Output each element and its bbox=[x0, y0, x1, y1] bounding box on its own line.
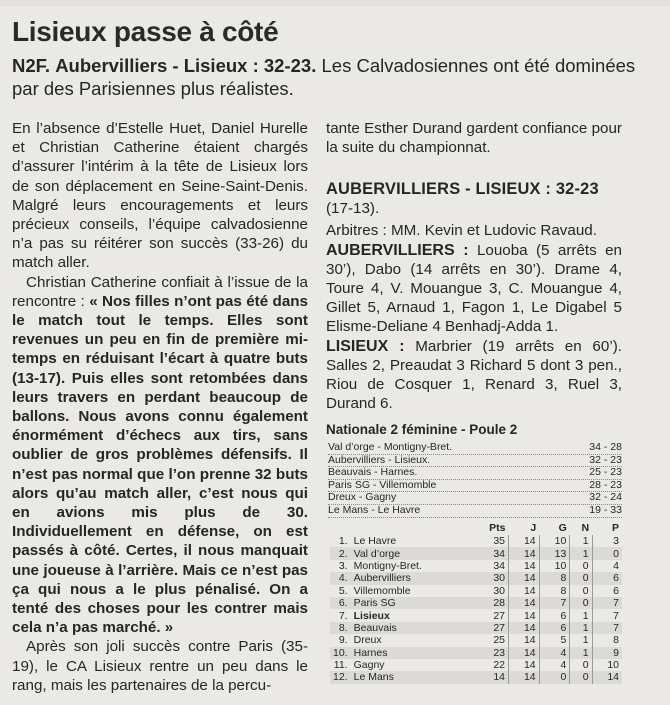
standings-value-pts: 28 bbox=[493, 597, 505, 610]
article-lead bbox=[12, 54, 660, 100]
standings-cell-rank bbox=[330, 659, 352, 671]
standings-value-p: 4 bbox=[613, 559, 619, 572]
standings-value-p: 6 bbox=[613, 584, 619, 597]
standings-cell-team bbox=[352, 647, 472, 659]
standings-value-rank: 1. bbox=[338, 535, 348, 548]
results-list bbox=[328, 442, 622, 518]
standings-value-p: 0 bbox=[613, 547, 619, 560]
standings-value-j: 14 bbox=[523, 609, 536, 622]
standings-value-j: 14 bbox=[523, 597, 536, 610]
standings-value-p: 7 bbox=[613, 597, 619, 610]
standings-value-g: 13 bbox=[554, 547, 567, 560]
standings-row bbox=[330, 585, 622, 597]
standings-cell-rank bbox=[330, 634, 352, 646]
standings-value-team: Montigny-Bret. bbox=[353, 559, 422, 572]
standings-value-g: 7 bbox=[560, 597, 567, 610]
standings-value-j: 14 bbox=[523, 547, 536, 560]
standings-cell-rank bbox=[330, 597, 352, 609]
standings-value-pts: 27 bbox=[493, 609, 505, 622]
standings-value-g: 10 bbox=[554, 535, 567, 548]
standings-cell-n bbox=[570, 659, 592, 671]
standings-value-pts: 30 bbox=[493, 572, 505, 585]
halftime-score: (17-13). bbox=[326, 200, 380, 218]
standings-cell-rank bbox=[330, 585, 352, 597]
standings-cell-j bbox=[509, 609, 540, 621]
standings-value-p: 9 bbox=[613, 646, 619, 659]
standings-cell-g bbox=[539, 572, 570, 584]
standings-value-n: 0 bbox=[582, 559, 589, 572]
standings-value-n: 1 bbox=[582, 621, 589, 634]
paragraph-2 bbox=[12, 273, 308, 638]
standings-cell-p bbox=[592, 585, 622, 597]
result-row bbox=[328, 505, 622, 518]
standings-cell-pts bbox=[472, 622, 509, 634]
standings-cell-j bbox=[509, 535, 540, 547]
standings-cell-pts bbox=[472, 634, 509, 646]
lead-match: Aubervilliers - Lisieux : 32-23. bbox=[55, 55, 317, 76]
standings-value-pts: 30 bbox=[493, 584, 505, 597]
standings-cell-j bbox=[509, 560, 540, 572]
standings-value-g: 8 bbox=[560, 572, 567, 585]
standings-cell-p bbox=[592, 634, 622, 646]
standings-cell-n bbox=[570, 585, 592, 597]
article-column-1 bbox=[12, 119, 308, 695]
standings-cell-rank bbox=[330, 671, 352, 683]
standings-value-g: 8 bbox=[560, 584, 567, 597]
standings-cell-p bbox=[592, 622, 622, 634]
standings-value-p: 7 bbox=[613, 621, 619, 634]
standings-cell-p bbox=[592, 572, 622, 584]
standings-row bbox=[330, 560, 622, 572]
standings-cell-p bbox=[592, 597, 622, 609]
standings-value-rank: 6. bbox=[338, 597, 348, 610]
standings-cell-g bbox=[539, 647, 570, 659]
result-score: 32 - 23 bbox=[589, 453, 622, 466]
header-pts: Pts bbox=[489, 522, 506, 534]
standings-value-p: 3 bbox=[613, 535, 619, 548]
standings-value-pts: 14 bbox=[493, 671, 505, 684]
standings-cell-team bbox=[352, 622, 472, 634]
standings-cell-g bbox=[539, 671, 570, 683]
paragraph-2-intro: Christian Catherine confiait à l’issue de la rencontre : bbox=[12, 273, 308, 310]
standings-cell-pts bbox=[472, 572, 509, 584]
standings-value-g: 0 bbox=[560, 671, 567, 684]
standings-cell-team bbox=[352, 634, 472, 646]
match-score: AUBERVILLIERS - LISIEUX : 32-23 bbox=[326, 180, 599, 198]
standings-cell-pts bbox=[472, 535, 509, 547]
standings-value-p: 6 bbox=[613, 572, 619, 585]
standings-cell-p bbox=[592, 671, 622, 683]
standings-cell-j bbox=[509, 547, 540, 559]
standings-row bbox=[330, 647, 622, 659]
standings-value-p: 8 bbox=[613, 634, 619, 647]
standings-value-n: 0 bbox=[582, 584, 589, 597]
standings-value-rank: 10. bbox=[333, 646, 348, 659]
standings-value-g: 10 bbox=[554, 559, 567, 572]
standings-cell-j bbox=[509, 597, 540, 609]
standings-cell-n bbox=[570, 609, 592, 621]
standings-cell-n bbox=[570, 535, 592, 547]
league-title: Nationale 2 féminine - Poule 2 bbox=[326, 422, 518, 437]
standings-cell-j bbox=[509, 572, 540, 584]
result-score: 19 - 33 bbox=[589, 503, 622, 516]
standings-row bbox=[330, 572, 622, 584]
standings-cell-pts bbox=[472, 597, 509, 609]
standings-row bbox=[330, 622, 622, 634]
team1-lineup bbox=[326, 241, 622, 337]
standings-cell-j bbox=[509, 659, 540, 671]
standings-value-n: 1 bbox=[582, 535, 589, 548]
standings-value-pts: 27 bbox=[493, 621, 505, 634]
article-column-2 bbox=[326, 119, 622, 157]
standings-value-rank: 11. bbox=[333, 659, 348, 672]
standings-value-n: 0 bbox=[582, 659, 589, 672]
standings-value-p: 7 bbox=[613, 609, 619, 622]
standings-value-pts: 23 bbox=[493, 646, 505, 659]
header-p: P bbox=[611, 522, 619, 534]
standings-value-team: Villemomble bbox=[353, 584, 411, 597]
standings-cell-team bbox=[352, 572, 472, 584]
article-title: Lisieux passe à côté bbox=[12, 16, 279, 47]
standings-table bbox=[330, 521, 622, 684]
standings-row bbox=[330, 671, 622, 683]
standings-value-team: Le Havre bbox=[353, 535, 397, 548]
standings-cell-g bbox=[539, 609, 570, 621]
standings-value-team: Lisieux bbox=[353, 609, 390, 622]
standings-value-n: 0 bbox=[582, 597, 589, 610]
standings-cell-team bbox=[352, 547, 472, 559]
standings-value-p: 14 bbox=[607, 671, 619, 684]
result-score: 28 - 23 bbox=[589, 478, 622, 491]
standings-value-n: 1 bbox=[582, 547, 589, 560]
standings-cell-g bbox=[539, 634, 570, 646]
standings-value-g: 4 bbox=[560, 659, 567, 672]
standings-cell-rank bbox=[330, 535, 352, 547]
standings-value-j: 14 bbox=[523, 671, 536, 684]
standings-cell-pts bbox=[472, 647, 509, 659]
standings-value-rank: 12. bbox=[333, 671, 348, 684]
match-score-line bbox=[326, 180, 622, 199]
standings-value-g: 4 bbox=[560, 646, 567, 659]
standings-cell-p bbox=[592, 535, 622, 547]
coach-quote: « Nos filles n’ont pas été dans le match tout le temps. Elles sont revenues un peu en fin de première mi-temps en réduisant l’écart à quatre buts (13-17). Puis elles sont retombées dans leurs travers en perdant beaucoup de ballons. Nous avons connu également énormément d’échecs aux tirs, sans oublier de gros problèmes défensifs. Il n’est pas normal que l’on prenne 32 buts alors qu’au match aller, c’est nous qui en avions mis plus de 30. Individuellement en défense, on est passés à côté. Certes, il nous manquait une joueuse à l’arrière. Mais ce n’est pas ça qui nous a le plus pénalisé. On a tenté des choses pour les contrer mais cela n’a pas marché. » bbox=[12, 292, 308, 637]
standings-cell-pts bbox=[472, 585, 509, 597]
standings-cell-team bbox=[352, 535, 472, 547]
standings-cell-team bbox=[352, 560, 472, 572]
result-match: Le Mans - Le Havre bbox=[328, 503, 421, 516]
standings-cell-rank bbox=[330, 609, 352, 621]
standings-cell-team bbox=[352, 671, 472, 683]
standings-value-rank: 2. bbox=[338, 547, 348, 560]
result-match: Aubervilliers - Lisieux. bbox=[328, 453, 431, 466]
paragraph-3-continued: tante Esther Durand gardent confiance pour la suite du championnat. bbox=[326, 120, 622, 157]
standings-cell-j bbox=[509, 634, 540, 646]
standings-row bbox=[330, 535, 622, 547]
standings-value-pts: 25 bbox=[493, 634, 505, 647]
standings-header bbox=[330, 521, 622, 535]
standings-cell-pts bbox=[472, 671, 509, 683]
standings-cell-j bbox=[509, 585, 540, 597]
standings-cell-pts bbox=[472, 609, 509, 621]
standings-cell-g bbox=[539, 547, 570, 559]
standings-value-pts: 35 bbox=[493, 535, 505, 548]
standings-value-team: Le Mans bbox=[353, 671, 394, 684]
standings-value-n: 1 bbox=[582, 646, 589, 659]
match-box bbox=[326, 180, 622, 413]
standings-value-rank: 9. bbox=[338, 634, 348, 647]
team2-name: LISIEUX : bbox=[326, 337, 405, 355]
standings-cell-p bbox=[592, 609, 622, 621]
standings-cell-j bbox=[509, 647, 540, 659]
standings-cell-n bbox=[570, 547, 592, 559]
standings-value-pts: 34 bbox=[493, 547, 505, 560]
standings-cell-g bbox=[539, 622, 570, 634]
standings-row bbox=[330, 597, 622, 609]
standings-cell-n bbox=[570, 647, 592, 659]
lead-kicker: N2F. bbox=[12, 55, 51, 76]
standings-value-team: Paris SG bbox=[353, 597, 396, 610]
lead-summary: Les Calvadosiennes ont été dominées par des Parisiennes plus réalistes. bbox=[12, 55, 636, 99]
standings-value-team: Beauvais bbox=[353, 621, 397, 634]
standings-value-g: 5 bbox=[560, 634, 567, 647]
standings-value-team: Harnes bbox=[353, 646, 388, 659]
standings-value-team: Aubervilliers bbox=[353, 572, 411, 585]
page-top-strip bbox=[0, 0, 670, 6]
standings-value-j: 14 bbox=[523, 646, 536, 659]
standings-cell-n bbox=[570, 597, 592, 609]
standings-value-rank: 8. bbox=[338, 621, 348, 634]
standings-cell-pts bbox=[472, 659, 509, 671]
standings-value-n: 0 bbox=[582, 671, 589, 684]
standings-cell-p bbox=[592, 560, 622, 572]
standings-value-j: 14 bbox=[523, 535, 536, 548]
team2-lineup bbox=[326, 337, 622, 414]
standings-value-rank: 5. bbox=[338, 584, 348, 597]
result-match: Val d’orge - Montigny-Bret. bbox=[328, 441, 453, 453]
standings-row bbox=[330, 609, 622, 621]
standings-value-j: 14 bbox=[523, 584, 536, 597]
standings-cell-g bbox=[539, 560, 570, 572]
standings-value-n: 1 bbox=[582, 634, 589, 647]
result-row bbox=[328, 442, 622, 455]
standings-cell-g bbox=[539, 597, 570, 609]
standings-value-j: 14 bbox=[523, 572, 536, 585]
standings-cell-pts bbox=[472, 560, 509, 572]
standings-cell-p bbox=[592, 547, 622, 559]
standings-value-team: Dreux bbox=[353, 634, 382, 647]
paragraph-1: En l’absence d’Estelle Huet, Daniel Hurelle et Christian Catherine étaient chargés d’assurer l’intérim à la tête de Lisieux lors de son déplacement en Seine-Saint-Denis. Malgré leurs encouragements et leurs précieux conseils, l’équipe calvadosienne n’a pas su réitérer son succès (33-26) du match aller. bbox=[12, 120, 308, 272]
result-score: 32 - 24 bbox=[589, 491, 622, 504]
standings-cell-n bbox=[570, 622, 592, 634]
standings-cell-n bbox=[570, 572, 592, 584]
standings-value-pts: 34 bbox=[493, 559, 505, 572]
result-match: Paris SG - Villemomble bbox=[328, 478, 437, 491]
standings-cell-team bbox=[352, 659, 472, 671]
standings-cell-rank bbox=[330, 647, 352, 659]
team1-players: Louoba (5 arrêts en 30’), Dabo (14 arrêts en 30’). Drame 4, Toure 4, V. Mouangue 3, C. Mouangue 4, Gillet 5, Arnaud 1, Fagon 1, Le Digabel 5 Elisme-Deliane 4 Benhadj-Adda 1. bbox=[326, 241, 622, 336]
standings-value-j: 14 bbox=[523, 634, 536, 647]
standings-value-j: 14 bbox=[523, 621, 536, 634]
standings-row bbox=[330, 659, 622, 671]
standings-row bbox=[330, 547, 622, 559]
standings-cell-p bbox=[592, 659, 622, 671]
standings-cell-p bbox=[592, 647, 622, 659]
standings-cell-n bbox=[570, 634, 592, 646]
referees-line: Arbitres : MM. Kevin et Ludovic Ravaud. bbox=[326, 222, 597, 240]
standings-cell-rank bbox=[330, 547, 352, 559]
standings-row bbox=[330, 634, 622, 646]
header-g: G bbox=[558, 522, 567, 534]
standings-value-pts: 22 bbox=[493, 659, 505, 672]
team1-name: AUBERVILLIERS : bbox=[326, 241, 469, 259]
standings-cell-rank bbox=[330, 572, 352, 584]
standings-value-rank: 7. bbox=[338, 609, 348, 622]
team2-players: Marbrier (19 arrêts en 60’). Salles 2, Preaudat 3 Richard 5 dont 3 pen., Riou de Cosquer 1, Renard 3, Ruel 3, Durand 6. bbox=[326, 337, 622, 413]
standings-cell-n bbox=[570, 671, 592, 683]
standings-value-j: 14 bbox=[523, 659, 536, 672]
result-row bbox=[328, 467, 622, 480]
standings-cell-j bbox=[509, 671, 540, 683]
standings-cell-rank bbox=[330, 622, 352, 634]
standings-cell-j bbox=[509, 622, 540, 634]
standings-cell-team bbox=[352, 609, 472, 621]
standings-value-team: Gagny bbox=[353, 659, 385, 672]
standings-cell-pts bbox=[472, 547, 509, 559]
result-score: 25 - 23 bbox=[589, 466, 622, 479]
result-score: 34 - 28 bbox=[589, 441, 622, 453]
standings-cell-n bbox=[570, 560, 592, 572]
result-match: Dreux - Gagny bbox=[328, 491, 397, 504]
standings-value-g: 6 bbox=[560, 609, 567, 622]
standings-cell-team bbox=[352, 597, 472, 609]
standings-value-j: 14 bbox=[523, 559, 536, 572]
standings-cell-g bbox=[539, 535, 570, 547]
header-j: J bbox=[530, 522, 537, 534]
standings-cell-g bbox=[539, 585, 570, 597]
standings-value-p: 10 bbox=[607, 659, 619, 672]
standings-cell-rank bbox=[330, 560, 352, 572]
standings-value-rank: 4. bbox=[338, 572, 348, 585]
result-match: Beauvais - Harnes. bbox=[328, 466, 418, 479]
paragraph-3: Après son joli succès contre Paris (35-19), le CA Lisieux rentre un peu dans le rang, mais les partenaires de la percu- bbox=[12, 638, 308, 694]
standings-value-n: 1 bbox=[582, 609, 589, 622]
header-n: N bbox=[581, 522, 590, 534]
standings-value-team: Val d’orge bbox=[353, 547, 401, 560]
standings-value-n: 0 bbox=[582, 572, 589, 585]
standings-value-g: 6 bbox=[560, 621, 567, 634]
standings-cell-g bbox=[539, 659, 570, 671]
standings-cell-team bbox=[352, 585, 472, 597]
standings-value-rank: 3. bbox=[338, 559, 348, 572]
